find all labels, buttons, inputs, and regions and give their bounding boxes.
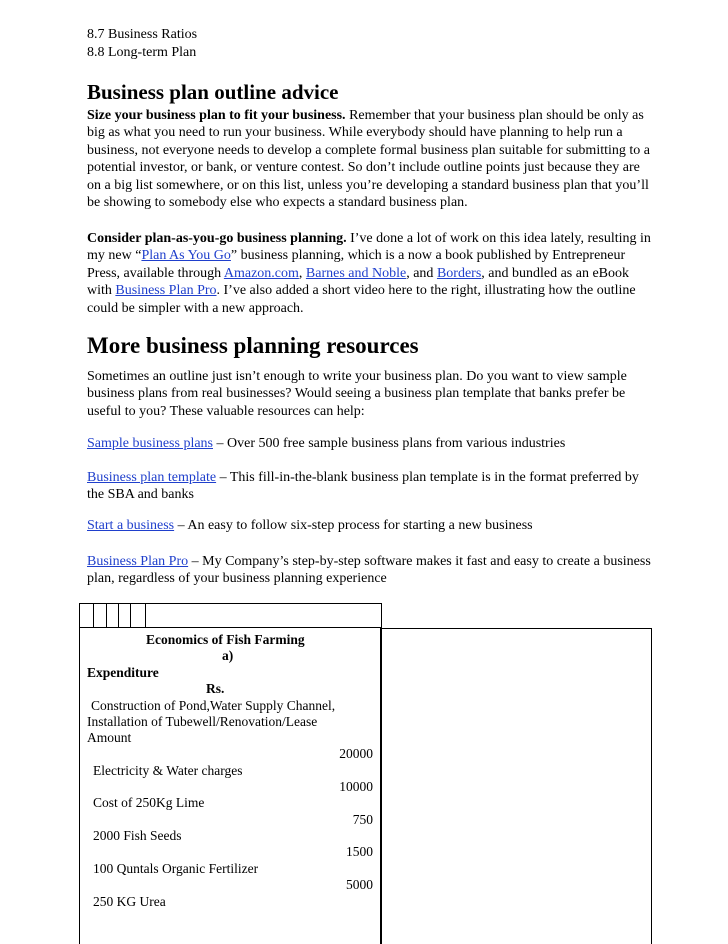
link-borders[interactable]: Borders — [436, 265, 482, 281]
table-subtitle: a) — [222, 648, 234, 663]
table-item-label: 250 KG Urea — [93, 894, 166, 909]
table-item-value: 750 — [352, 812, 373, 827]
resource-item — [87, 553, 657, 588]
table-item-label: Construction of Pond,Water Supply Channel, — [91, 698, 336, 713]
paragraph-plan-as-you-go — [87, 230, 657, 317]
table-item-label: Cost of 250Kg Lime — [93, 795, 205, 810]
table-header-cell — [130, 603, 146, 628]
link-plan-as-you-go[interactable]: Plan As You Go — [141, 248, 231, 264]
paragraph-body: I’ve done a lot of work on this idea lately, resulting in my new “ — [87, 231, 651, 264]
table-item-value: 1500 — [346, 844, 373, 859]
link-sample-business-plans[interactable]: Sample business plans — [87, 436, 213, 451]
table-item-label: Electricity & Water charges — [93, 763, 243, 778]
table-header-cell — [93, 603, 107, 628]
toc-item[interactable]: 8.7 Business Ratios — [87, 27, 198, 42]
table-expenditure-label: Expenditure — [87, 665, 159, 680]
link-business-plan-pro-software[interactable]: Business Plan Pro — [87, 554, 189, 569]
link-barnes-and-noble[interactable]: Barnes and Noble — [305, 265, 407, 281]
paragraph-body: . I’ve also added a short video here to the right, illustrating how the outline could be simpler with a new approach. — [87, 283, 636, 316]
section-heading-resources: More business planning resources — [87, 333, 419, 358]
table-item-label: 2000 Fish Seeds — [93, 828, 182, 843]
table-item-label: 100 Quntals Organic Fertilizer — [93, 861, 259, 876]
paragraph-body: ” business planning, which is a now a book published by Entrepreneur Press, available through — [87, 248, 626, 281]
table-item-value: 10000 — [339, 779, 373, 794]
table-header-cell — [79, 603, 94, 628]
link-amazon[interactable]: Amazon.com — [223, 265, 299, 281]
link-business-plan-pro[interactable]: Business Plan Pro — [115, 283, 217, 299]
table-divider — [79, 627, 381, 628]
table-title: Economics of Fish Farming — [146, 632, 305, 647]
resource-item — [87, 517, 657, 534]
paragraph-resources-intro: Sometimes an outline just isn’t enough to write your business plan. Do you want to view sample business plans from real businesses? Would seeing a business plan template that banks prefer be useful to you? These valuable resources can help: — [87, 369, 627, 419]
paragraph-lead: Size your business plan to fit your business. — [87, 108, 346, 123]
toc-item[interactable]: 8.8 Long-term Plan — [87, 45, 197, 60]
link-start-a-business[interactable]: Start a business — [87, 518, 175, 533]
table-right-column — [380, 628, 652, 944]
resource-item — [87, 435, 657, 452]
paragraph-size-plan — [87, 107, 657, 211]
resource-description: – Over 500 free sample business plans from various industries — [213, 436, 566, 451]
link-business-plan-template[interactable]: Business plan template — [87, 470, 217, 485]
paragraph-body: , and — [406, 265, 437, 281]
table-item-label: Installation of Tubewell/Renovation/Lease — [87, 714, 318, 729]
resource-description: – An easy to follow six-step process for starting a new business — [174, 518, 533, 533]
table-currency-label: Rs. — [206, 681, 225, 696]
paragraph-body: Remember that your business plan should be only as big as what you need to run your business. While everybody should have planning to help run a business, not everyone needs to develop a complete formal business plan suitable for submitting to a potential investor, or bank, or venture contest. So don’t include outline points just because they are on a big list somewhere, or on this list, unless you’re developing a standard business plan that you’ll be showing to somebody else who expects a standard business plan. — [87, 108, 650, 211]
resource-item — [87, 469, 657, 504]
table-item-label: Amount — [87, 730, 132, 745]
paragraph-body: , — [298, 265, 306, 281]
table-item-value: 20000 — [339, 746, 373, 761]
resource-description: – My Company’s step-by-step software makes it fast and easy to create a business plan, regardless of your business planning experience — [87, 554, 651, 587]
paragraph-body: , and bundled as an eBook with — [87, 265, 630, 299]
table-item-value: 5000 — [346, 877, 373, 892]
section-heading-outline-advice: Business plan outline advice — [87, 80, 339, 104]
resource-description: – This fill-in-the-blank business plan template is in the format preferred by the SBA and banks — [87, 470, 639, 503]
paragraph-lead: Consider plan-as-you-go business planning. — [87, 231, 347, 246]
